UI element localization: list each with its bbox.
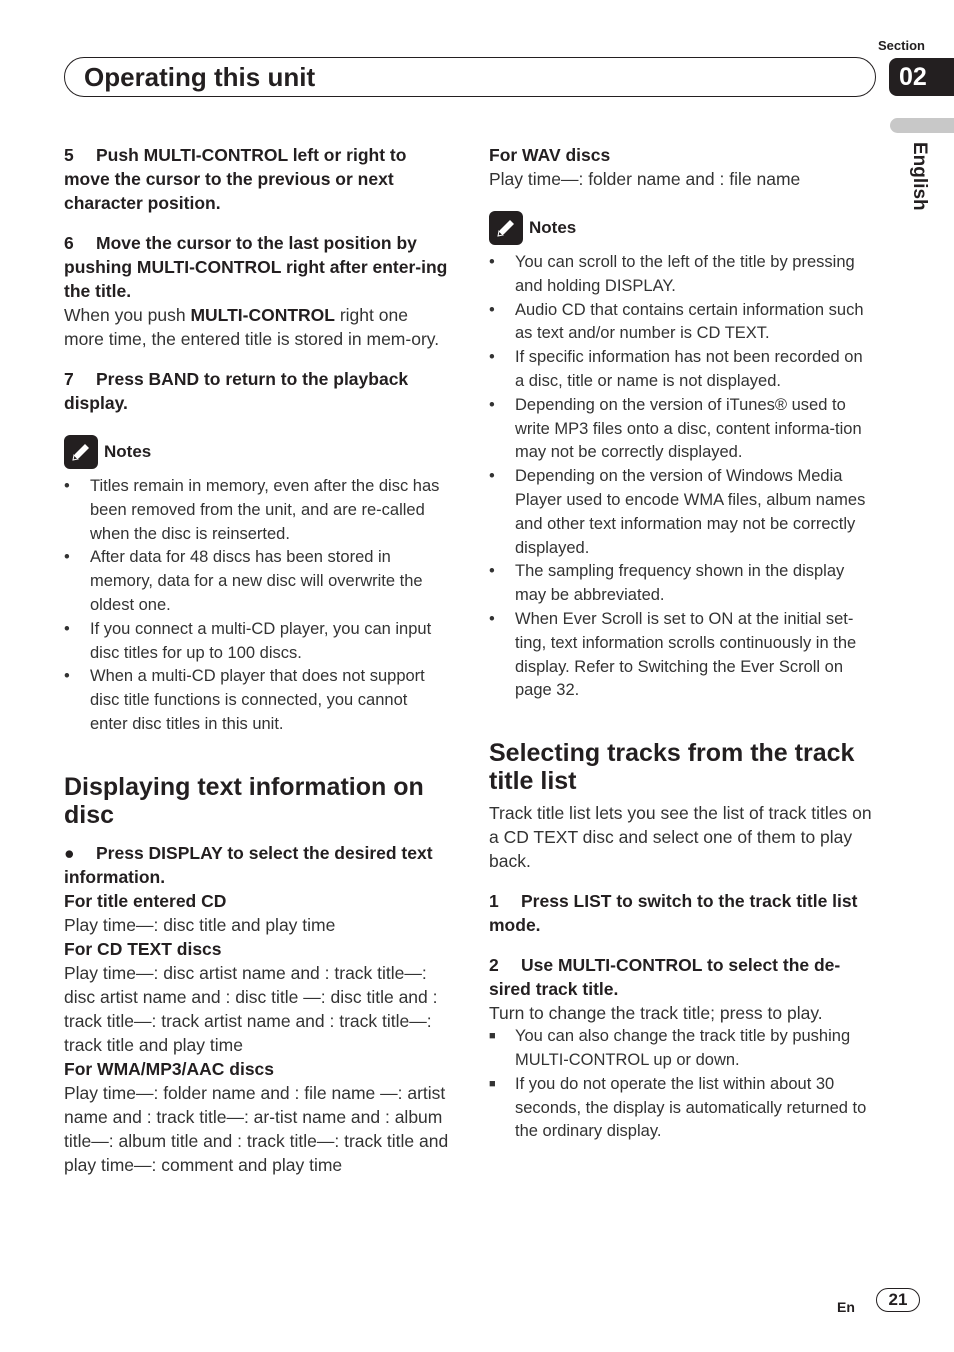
tip-item: ■ If you do not operate the list within about 30 seconds, the display is automatically returned to the ordinary display. — [489, 1073, 874, 1144]
step-6-body: When you push MULTI-CONTROL right one more time, the entered title is stored in mem-ory. — [64, 305, 440, 349]
note-item: • The sampling frequency shown in the display may be abbreviated. — [489, 560, 874, 608]
section-number-badge: 02 — [889, 58, 954, 96]
wav-heading: For WAV discs — [489, 145, 611, 165]
bullet-dot-icon: ● — [64, 842, 75, 863]
cd-heading: For title entered CD — [64, 890, 227, 911]
note-item: • Titles remain in memory, even after the disc has been removed from the unit, and are re-called when the disc is reinserted. — [64, 475, 449, 546]
section-label: Section — [878, 38, 925, 53]
section-title-display-text: Displaying text information on disc — [64, 772, 424, 829]
right-column — [489, 143, 874, 1144]
page-title: Operating this unit — [84, 62, 316, 92]
left-column — [64, 143, 449, 1177]
cdtext-heading: For CD TEXT discs — [64, 938, 222, 959]
note-item: • If specific information has not been recorded on a disc, title or name is not displayed. — [489, 346, 874, 394]
step-6: 6 Move the cursor to the last position by pushing MULTI-CONTROL right after enter-ing the title. — [64, 233, 448, 301]
note-item: • Depending on the version of Windows Media Player used to encode WMA files, album names and other text information may not be correctly displayed. — [489, 465, 874, 560]
cd-text: Play time—: disc title and play time — [64, 914, 336, 935]
note-item: • When a multi-CD player that does not support disc title functions is connected, you cannot enter disc titles in this unit. — [64, 665, 449, 736]
note-item: • Depending on the version of iTunes® used to write MP3 files onto a disc, content informa-tion may not be correctly displayed. — [489, 394, 874, 465]
step-2-body: Turn to change the track title; press to play. — [489, 1003, 823, 1024]
notes-title: Notes — [529, 218, 577, 237]
pencil-icon — [489, 211, 523, 245]
notes-header — [64, 435, 449, 469]
tip-item: ■ You can also change the track title by pushing MULTI-CONTROL up or down. — [489, 1025, 874, 1073]
wma-text: Play time—: folder name and : file name —: artist name and : track title—: ar-tist name and : album title—: album title and : track title—: track title and play time—: comment and play time — [64, 1082, 449, 1175]
notes-header — [489, 211, 874, 245]
note-item: • When Ever Scroll is set to ON at the initial set-ting, text information scrolls continuously in the display. Refer to Switching the Ever Scroll on page 32. — [489, 608, 874, 703]
step-1: 1 Press LIST to switch to the track title list mode. — [489, 891, 858, 936]
language-label: English — [909, 142, 930, 211]
step-2: 2 Use MULTI-CONTROL to select the de-sired track title. — [489, 955, 841, 1000]
notes-title: Notes — [104, 442, 152, 461]
note-item: • If you connect a multi-CD player, you can input disc titles for up to 100 discs. — [64, 618, 449, 666]
note-item: • After data for 48 discs has been stored in memory, data for a new disc will overwrite the oldest one. — [64, 546, 449, 617]
note-item: • You can scroll to the left of the title by pressing and holding DISPLAY. — [489, 251, 874, 299]
bullet-step: ● Press DISPLAY to select the desired text information. — [64, 842, 433, 887]
wav-text: Play time—: folder name and : file name — [489, 169, 801, 189]
step-5: 5 Push MULTI-CONTROL left or right to move the cursor to the previous or next character position. — [64, 145, 407, 213]
cdtext-text: Play time—: disc artist name and : track title—: disc artist name and : disc title —: disc title and : track title—: track artist name and : track title—: track title and play time — [64, 962, 438, 1055]
language-tab — [890, 118, 954, 133]
pencil-icon — [64, 435, 98, 469]
section-title-select-tracks: Selecting tracks from the track title list — [489, 739, 855, 796]
wma-heading: For WMA/MP3/AAC discs — [64, 1058, 275, 1079]
select-tracks-intro: Track title list lets you see the list of track titles on a CD TEXT disc and select one of them to play back. — [489, 803, 872, 872]
step-7: 7 Press BAND to return to the playback display. — [64, 369, 409, 413]
notes-list — [64, 475, 449, 737]
page-number: 21 — [876, 1288, 920, 1312]
notes-list — [489, 251, 874, 703]
tips-list — [489, 1025, 874, 1144]
footer-language: En — [837, 1299, 855, 1315]
note-item: • Audio CD that contains certain information such as text and/or number is CD TEXT. — [489, 299, 874, 347]
